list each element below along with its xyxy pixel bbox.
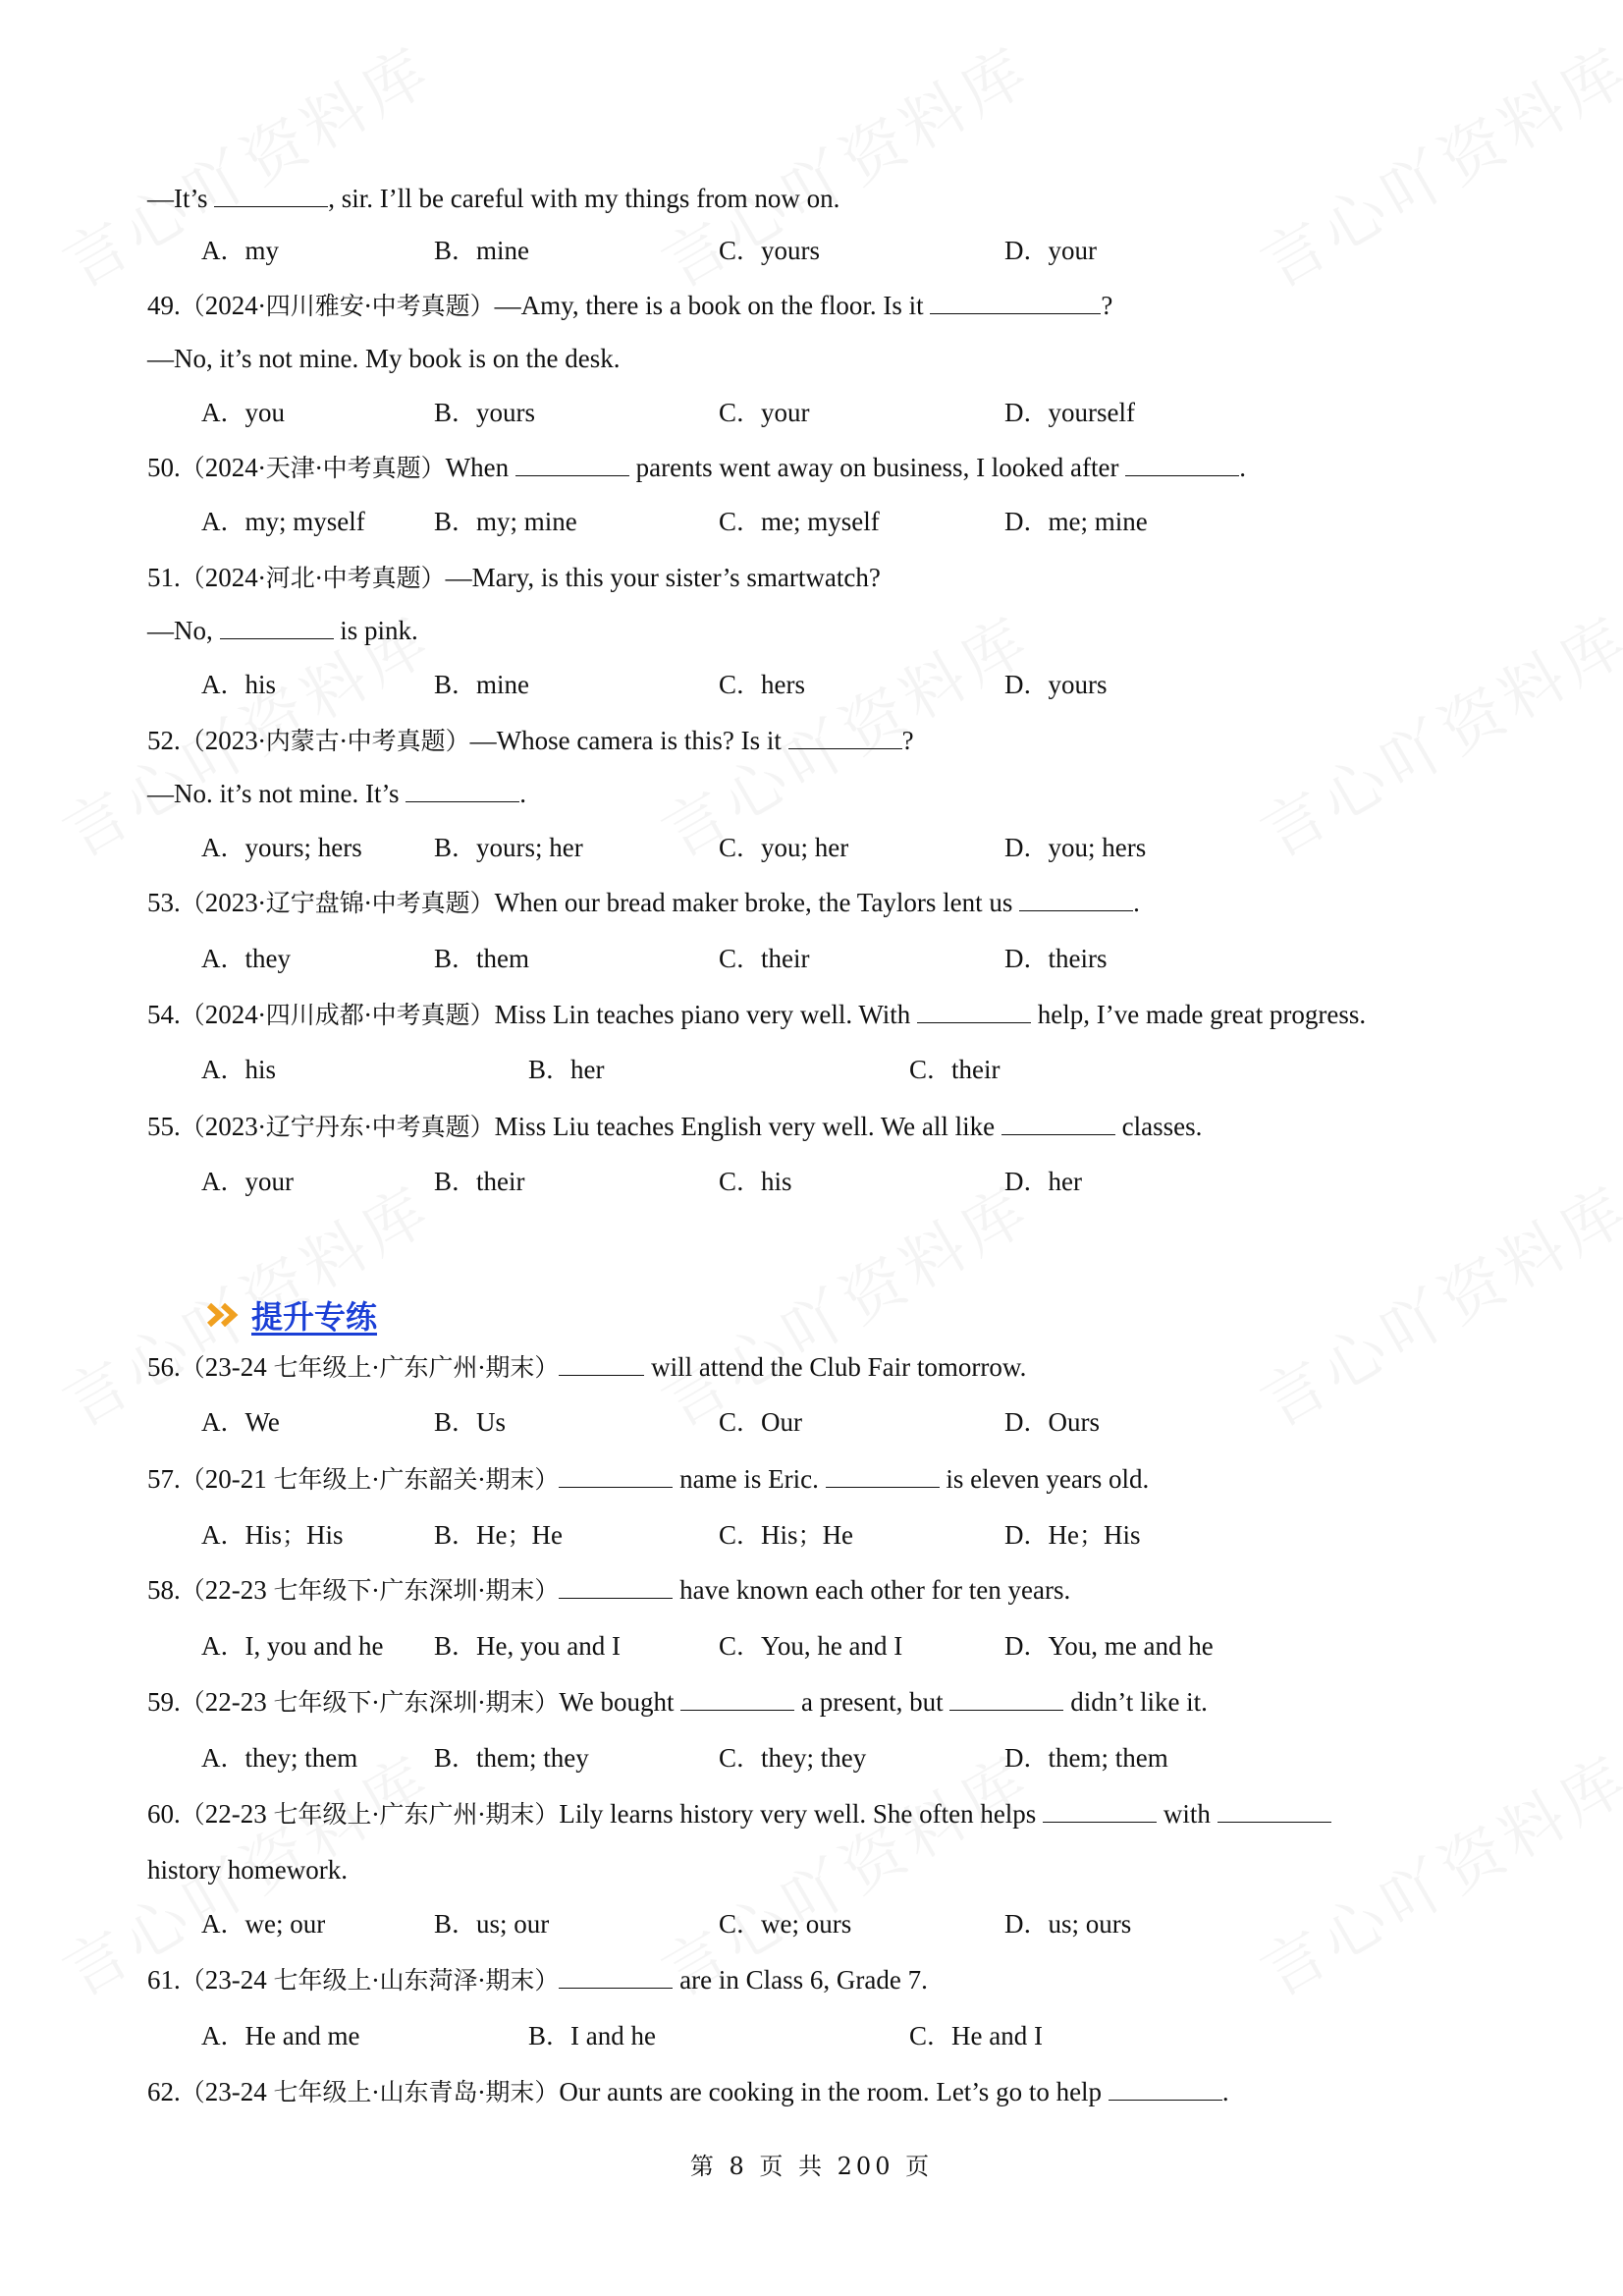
answer-option[interactable]: A．I, you and he [201,1631,384,1661]
answer-option[interactable]: B．them; they [434,1743,589,1773]
answer-option[interactable]: C．Our [719,1407,803,1437]
answer-option[interactable]: B．us; our [434,1909,550,1939]
answer-option[interactable]: A．We [201,1407,280,1437]
watermark-text [643,21,1046,305]
answer-blank [930,290,1101,314]
question-line: 57.（20-21 七年级上·广东韶关·期末） name is Eric. is eleven years old. [147,1464,1150,1494]
section-header [206,1292,377,1338]
answer-blank [515,452,629,476]
answer-option[interactable]: D．yourself [1004,398,1135,427]
answer-option[interactable]: A．my [201,236,280,265]
answer-option[interactable]: B．mine [434,670,530,699]
answer-option[interactable]: B．my; mine [434,507,577,536]
question-line: 54.（2024·四川成都·中考真题）Miss Lin teaches piano very well. With help, I’ve made great progress. [147,1000,1367,1029]
answer-option[interactable]: B．mine [434,236,530,265]
answer-option[interactable]: C．yours [719,236,821,265]
answer-option[interactable]: B．yours; her [434,833,583,862]
page-footer: 第 8 页 共 200 页 [689,2153,934,2180]
watermark-text [1242,1160,1623,1445]
answer-blank [1043,1798,1157,1823]
answer-option[interactable]: A．yours; hers [201,833,362,862]
answer-option[interactable]: B．her [528,1055,605,1084]
answer-option[interactable]: C．they; they [719,1743,867,1773]
question-line: —No, it’s not mine. My book is on the desk. [147,344,621,373]
question-line: 56.（23-24 七年级上·广东广州·期末） will attend the Club Fair tomorrow. [147,1352,1027,1382]
answer-blank [220,615,334,639]
answer-option[interactable]: A．my; myself [201,507,365,536]
answer-blank [559,1964,673,1989]
answer-option[interactable]: C．your [719,398,810,427]
answer-option[interactable]: D．theirs [1004,944,1108,973]
answer-blank [559,1574,673,1599]
answer-option[interactable]: D．you; hers [1004,833,1147,862]
answer-option[interactable]: A．your [201,1167,295,1196]
answer-option[interactable]: D．You, me and he [1004,1631,1214,1661]
answer-option[interactable]: D．He；His [1004,1520,1141,1550]
question-line: history homework. [147,1855,348,1885]
answer-option[interactable]: C．His；He [719,1520,854,1550]
answer-option[interactable]: A．we; our [201,1909,326,1939]
answer-blank [788,725,902,749]
answer-blank [1217,1798,1331,1823]
answer-option[interactable]: B．I and he [528,2021,656,2050]
question-line: 60.（22-23 七年级上·广东广州·期末）Lily learns history very well. She often helps with [147,1797,1331,1831]
answer-option[interactable]: D．us; ours [1004,1909,1132,1939]
question-line: 50.（2024·天津·中考真题）When parents went away on business, I looked after . [147,453,1246,482]
answer-option[interactable]: A．his [201,670,277,699]
question-line: —No. it’s not mine. It’s . [147,779,526,808]
answer-option[interactable]: C．their [909,1055,1001,1084]
question-line: 59.（22-23 七年级下·广东深圳·期末）We bought a present, but didn’t like it. [147,1687,1208,1717]
answer-option[interactable]: D．yours [1004,670,1108,699]
question-line: 62.（23-24 七年级上·山东青岛·期末）Our aunts are cooking in the room. Let’s go to help . [147,2077,1229,2106]
answer-option[interactable]: C．his [719,1167,792,1196]
answer-blank [680,1686,794,1711]
question-line: 52.（2023·内蒙古·中考真题）—Whose camera is this? Is it ? [147,726,914,755]
answer-blank [559,1463,673,1488]
answer-option[interactable]: B．them [434,944,530,973]
answer-option[interactable]: A．His；His [201,1520,344,1550]
answer-option[interactable]: B．Us [434,1407,507,1437]
question-line: 55.（2023·辽宁丹东·中考真题）Miss Liu teaches English very well. We all like classes. [147,1112,1203,1141]
answer-option[interactable]: D．your [1004,236,1098,265]
answer-option[interactable]: A．you [201,398,286,427]
answer-blank [826,1463,940,1488]
question-line: 49.（2024·四川雅安·中考真题）—Amy, there is a book on the floor. Is it ? [147,291,1113,320]
answer-option[interactable]: B．He；He [434,1520,564,1550]
answer-option[interactable]: C．You, he and I [719,1631,903,1661]
question-line: 53.（2023·辽宁盘锦·中考真题）When our bread maker broke, the Taylors lent us . [147,888,1140,917]
question-line: 58.（22-23 七年级下·广东深圳·期末） have known each other for ten years. [147,1575,1071,1605]
double-chevron-icon [206,1302,242,1328]
question-line: —It’s , sir. I’ll be careful with my things from now on. [147,184,840,213]
answer-option[interactable]: A．his [201,1055,277,1084]
answer-blank [559,1351,644,1376]
answer-option[interactable]: B．He, you and I [434,1631,621,1661]
answer-option[interactable]: C．we; ours [719,1909,852,1939]
answer-option[interactable]: C．He and I [909,2021,1043,2050]
answer-option[interactable]: C．hers [719,670,806,699]
watermark-text [1242,590,1623,875]
answer-blank [917,999,1031,1023]
answer-blank [1109,2076,1222,2101]
watermark-text [643,1160,1046,1445]
answer-blank [1019,887,1133,911]
answer-option[interactable]: D．me; mine [1004,507,1148,536]
answer-blank [406,778,519,802]
answer-option[interactable]: C．you; her [719,833,849,862]
watermark-text [1242,21,1623,305]
section-title[interactable]: 提升专练 [251,1298,378,1336]
answer-option[interactable]: C．me; myself [719,507,880,536]
answer-option[interactable]: A．they; them [201,1743,358,1773]
answer-option[interactable]: A．they [201,944,292,973]
answer-blank [1125,452,1239,476]
answer-option[interactable]: D．them; them [1004,1743,1168,1773]
answer-option[interactable]: A．He and me [201,2021,360,2050]
answer-option[interactable]: D．her [1004,1167,1082,1196]
question-line: 51.（2024·河北·中考真题）—Mary, is this your sister’s smartwatch? [147,563,881,592]
answer-option[interactable]: B．their [434,1167,525,1196]
answer-blank [214,183,328,207]
answer-option[interactable]: B．yours [434,398,536,427]
watermark-text [1242,1729,1623,2014]
answer-option[interactable]: C．their [719,944,810,973]
answer-blank [1001,1111,1115,1135]
answer-blank [949,1686,1063,1711]
question-line: 61.（23-24 七年级上·山东菏泽·期末） are in Class 6, Grade 7. [147,1965,928,1995]
question-line: —No, is pink. [147,616,418,645]
answer-option[interactable]: D．Ours [1004,1407,1101,1437]
